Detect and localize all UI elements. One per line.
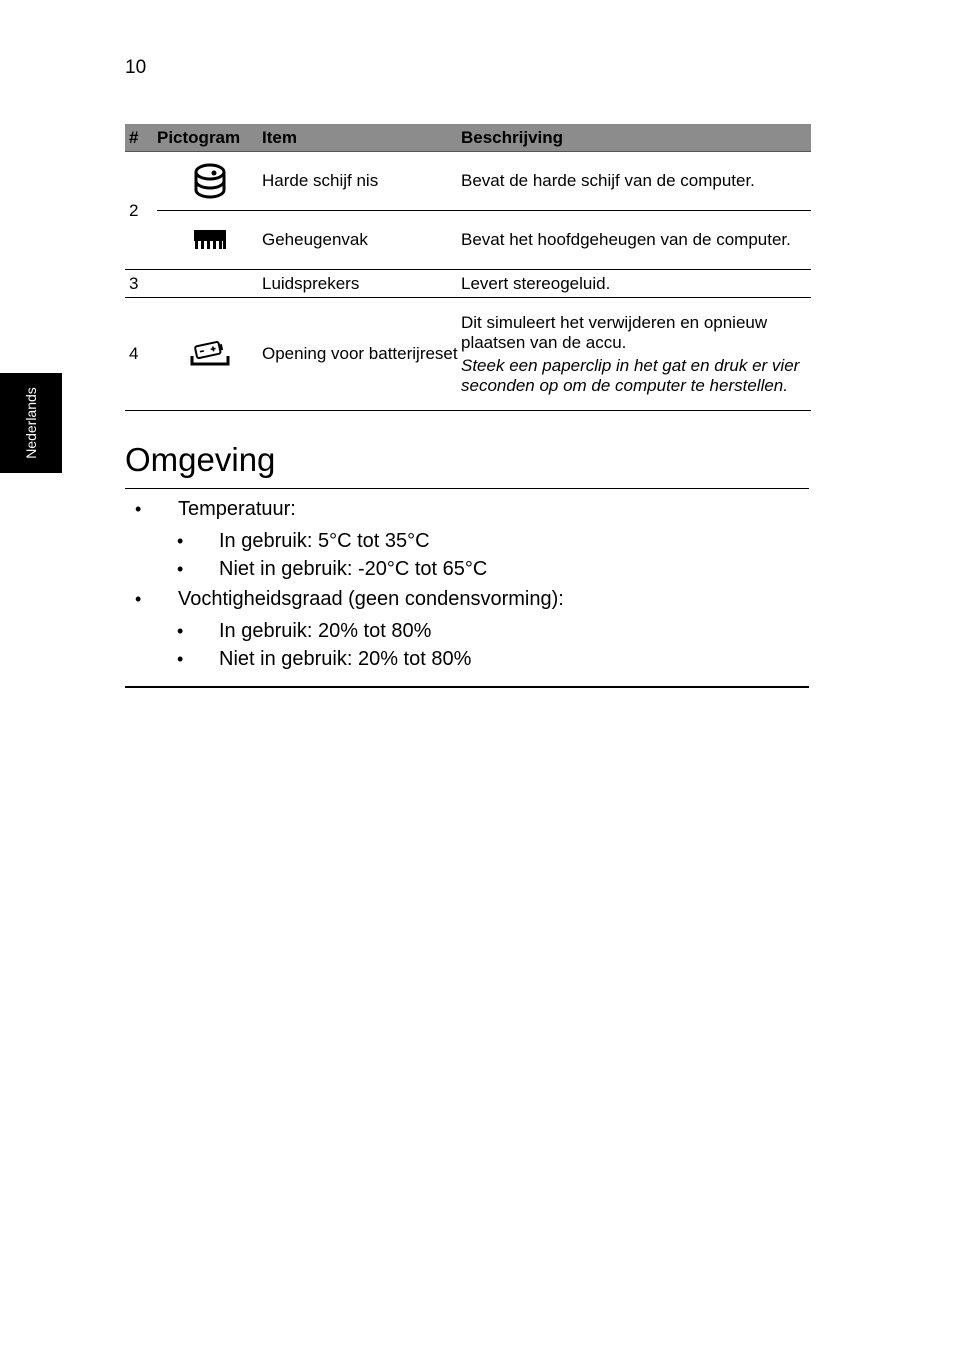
row-item: Geheugenvak: [262, 211, 461, 270]
list-item-text: In gebruik: 20% tot 80%: [219, 620, 432, 642]
header-pictogram: Pictogram: [157, 124, 262, 152]
list-item-text: Niet in gebruik: -20°C tot 65°C: [219, 558, 488, 580]
page-number: 10: [125, 57, 147, 78]
list-item: [125, 497, 809, 521]
list-item-text: In gebruik: 5°C tot 35°C: [219, 530, 430, 552]
row-item: Luidsprekers: [262, 270, 461, 298]
table-row: [125, 270, 811, 298]
row-description: Bevat het hoofdgeheugen van de computer.: [461, 211, 811, 270]
section-title: Omgeving: [125, 441, 276, 478]
row-description: Levert stereogeluid.: [461, 270, 811, 298]
environment-list: [125, 497, 809, 671]
bullet: •: [177, 531, 184, 551]
header-description: Beschrijving: [461, 124, 811, 152]
battery-reset-icon: [190, 340, 230, 368]
language-side-tab: [0, 373, 62, 473]
table-row: [125, 298, 811, 411]
row-item: Opening voor batterijreset: [262, 298, 461, 411]
bullet: •: [135, 589, 142, 609]
bullet: •: [177, 559, 184, 579]
row-icon-cell: [157, 298, 262, 411]
row-number: 4: [125, 298, 157, 411]
list-item: [125, 529, 809, 553]
list-item: [125, 557, 809, 581]
row-icon-cell: [157, 152, 262, 211]
row-description: Bevat de harde schijf van de computer.: [461, 152, 811, 211]
list-item-text: Niet in gebruik: 20% tot 80%: [219, 648, 472, 670]
section-bottom-rule: [125, 686, 809, 688]
list-item-text: Temperatuur:: [178, 498, 296, 520]
row-icon-cell: [157, 270, 262, 298]
row-item: Harde schijf nis: [262, 152, 461, 211]
bullet: •: [177, 649, 184, 669]
row-description: [461, 298, 811, 411]
list-item: [125, 647, 809, 671]
component-table: [125, 124, 811, 411]
description-text: Dit simuleert het verwijderen en opnieuw plaatsen van de accu.: [461, 312, 768, 352]
hard-disk-icon: [193, 163, 227, 199]
row-icon-cell: [157, 211, 262, 270]
table-row: [125, 152, 811, 211]
row-number: 3: [125, 270, 157, 298]
side-tab-label: Nederlands: [23, 387, 39, 459]
row-number: 2: [125, 152, 157, 270]
bullet: •: [135, 499, 142, 519]
table-header-row: [125, 124, 811, 152]
list-item: [125, 619, 809, 643]
list-item-text: Vochtigheidsgraad (geen condensvorming):: [178, 588, 564, 610]
bullet: •: [177, 621, 184, 641]
section-top-rule: [125, 488, 809, 489]
table-row: [125, 211, 811, 270]
header-number: #: [125, 124, 157, 152]
memory-module-icon: [193, 229, 227, 251]
header-item: Item: [262, 124, 461, 152]
description-note: Steek een paperclip in het gat en druk er vier seconden op om de computer te herstellen.: [461, 355, 800, 395]
list-item: [125, 587, 809, 611]
